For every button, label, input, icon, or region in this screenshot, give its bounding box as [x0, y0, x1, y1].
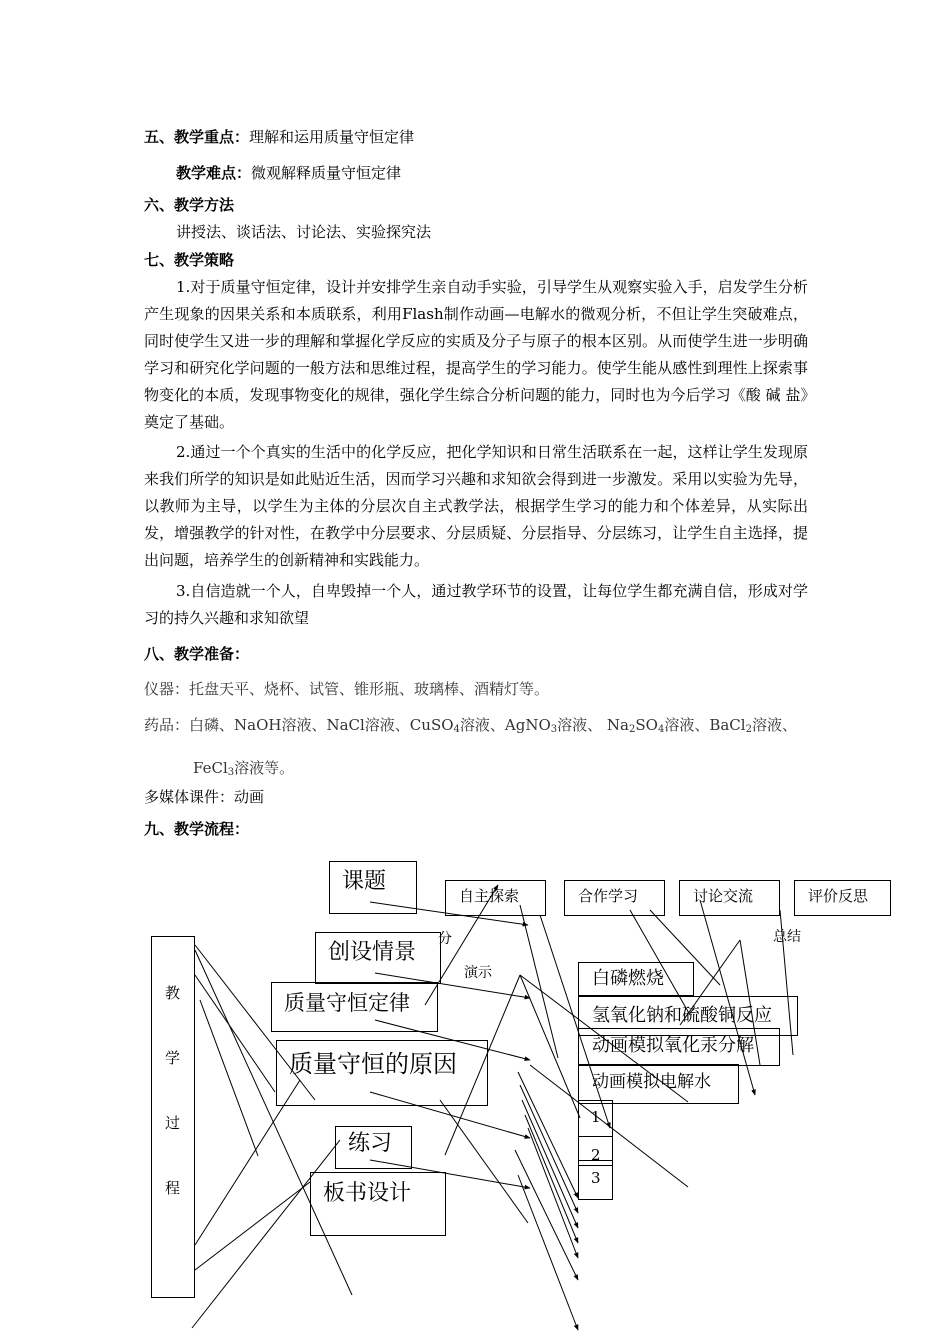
difficulty-content: 微观解释质量守恒定律: [251, 164, 402, 182]
process-char-3: 过: [165, 1114, 181, 1132]
exercise-box: 练习: [335, 1126, 412, 1169]
instruments-line: 仪器：托盘天平、烧杯、试管、锥形瓶、玻璃棒、酒精灯等。: [144, 680, 550, 698]
process-char-2: 学: [165, 1049, 181, 1067]
section6-heading: 六、教学方法: [144, 196, 235, 214]
drug-subscript-1: 3: [550, 724, 558, 735]
mass-reason-box: 质量守恒的原因: [276, 1040, 488, 1106]
section6-content: 讲授法、谈话法、讨论法、实验探究法: [176, 223, 432, 241]
self-explore-box: 自主探索: [445, 880, 546, 916]
fen-label: 分: [438, 931, 452, 947]
strategy-paragraph-2: 2.通过一个个真实的生活中的化学反应，把化学知识和日常生活联系在一起，这样让学生发现原来我们所学的知识是如此贴近生活，因而学习兴趣和求知欲会得到进一步激发。采用以实验为先导，以教师为主导，以学生为主体的分层次自主式教学法，根据学生学习的能力和个体差异，从实际出发，增强教学的针对性，在教学中分层要求、分层质疑、分层指导、分层练习，让学生自主选择，提出问题，培养学生的创新精神和实践能力。: [144, 443, 808, 569]
evaluate-box: 评价反思: [794, 880, 891, 916]
drug-subscript-4: 2: [745, 724, 752, 735]
section9-heading: 九、教学流程：: [144, 820, 250, 838]
discuss-box: 讨论交流: [679, 880, 780, 916]
difficulty-line: [176, 163, 401, 183]
number-box-1: 1: [578, 1100, 613, 1137]
multimedia-line: 多媒体课件：动画: [144, 788, 265, 806]
drugs-line-2: FeCl$_3$溶液等。: [193, 759, 295, 778]
number-box-2: 2: [578, 1136, 613, 1166]
section5: [144, 127, 414, 147]
section8-heading: 八、教学准备：: [144, 645, 250, 663]
drug-item-2: 溶液、 Na: [557, 716, 629, 734]
drugs-line: 药品：白磷、NaOH溶液、NaCl溶液、CuSO$_4$溶液、AgNO$_3$溶液、 $Na_2SO_4$溶液、BaCl$_2$溶液、: [144, 716, 797, 735]
section7-heading: 七、教学策略: [144, 251, 235, 269]
drug-item-0: 白磷、NaOH溶液、NaCl溶液、CuSO: [189, 716, 454, 734]
process-char-4: 程: [165, 1179, 181, 1197]
number-box-3: 3: [578, 1160, 613, 1200]
cooperate-box: 合作学习: [564, 880, 665, 916]
hgo-animation-box: 动画模拟氧化汞分解: [578, 1028, 780, 1066]
phosphorus-box: 白磷燃烧: [578, 962, 694, 996]
topic-box: 课题: [329, 861, 417, 914]
drug-subscript-3: 4: [657, 724, 665, 735]
drug-subscript-2: 2: [628, 724, 636, 735]
difficulty-label: 教学难点：: [176, 164, 252, 182]
teaching-flow-diagram: [0, 850, 950, 1344]
electrolysis-box: 动画模拟电解水: [578, 1064, 739, 1104]
teaching-process-box: [151, 936, 195, 1298]
section5-heading: 五、教学重点：: [144, 128, 250, 146]
strategy-paragraph-1: 1.对于质量守恒定律，设计并安排学生亲自动手实验，引导学生从观察实验入手，启发学生分析产生现象的因果关系和本质联系，利用Flash制作动画—电解水的微观分析，不但让学生突破难点，同时使学生又进一步的理解和掌握化学反应的实质及分子与原子的根本区别。从而使学生进一步明确学习和研究化学问题的一般方法和思维过程，提高学生的学习能力。使学生能从感性到理性上探索事物变化的本质，发现事物变化的规律，强化学生综合分析问题的能力，同时也为今后学习《酸 碱 盐》奠定了基础。: [144, 278, 808, 431]
drug-subscript-0: 4: [453, 724, 460, 735]
demo-label: 演示: [464, 965, 492, 981]
scenario-box: 创设情景: [315, 932, 441, 984]
drug-item-5: 溶液、: [751, 716, 797, 734]
section5-content: 理解和运用质量守恒定律: [249, 128, 415, 146]
drug-item-4: 溶液、BaCl: [664, 716, 746, 734]
process-char-1: 教: [165, 984, 181, 1002]
mass-law-box: 质量守恒定律: [271, 982, 438, 1032]
naoh-cuso4-box: 氢氧化钠和硫酸铜反应: [578, 996, 798, 1036]
board-design-box: 板书设计: [310, 1172, 446, 1236]
strategy-paragraph-3: 3.自信造就一个人，自卑毁掉一个人，通过教学环节的设置，让每位学生都充满自信，形成对学习的持久兴趣和求知欲望: [144, 582, 808, 627]
drug-item-1: 溶液、AgNO: [459, 716, 551, 734]
drug-item-3: SO: [635, 716, 658, 734]
summary-label: 总结: [773, 929, 801, 945]
